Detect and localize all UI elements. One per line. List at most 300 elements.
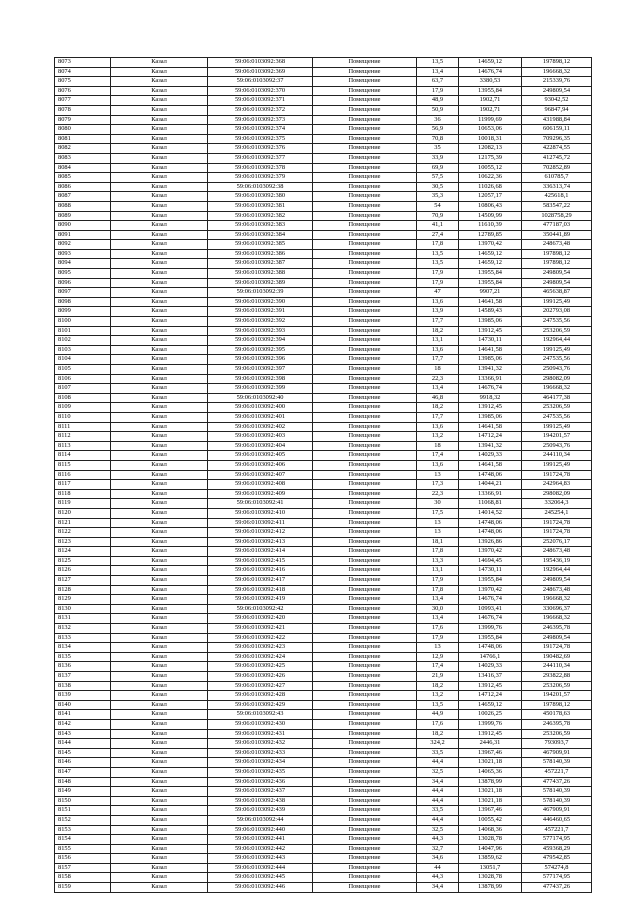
cell-unit-value: 12082,13 [459,144,522,154]
table-row [55,345,592,355]
cell-locality: Казал [111,854,208,864]
cell-locality: Казал [111,719,208,729]
cell-area: 13,1 [417,336,459,346]
cell-locality: Казал [111,297,208,307]
cell-area: 17,4 [417,662,459,672]
cell-row-number: 8129 [55,595,111,605]
table-row [55,470,592,480]
cell-cadastral-value: 202793,08 [522,307,592,317]
table-row [55,192,592,202]
cell-locality: Казал [111,489,208,499]
cell-unit-value: 3380,53 [459,77,522,87]
cell-row-number: 8091 [55,230,111,240]
cell-cadastral-number: 59:06:0103092:406 [208,460,313,470]
cell-area: 34,6 [417,854,459,864]
table-row [55,96,592,106]
cell-unit-value: 14659,12 [459,58,522,68]
cell-cadastral-number: 59:06:0103092:394 [208,336,313,346]
cell-cadastral-number: 59:06:0103092:401 [208,412,313,422]
cell-cadastral-number: 59:06:0103092:371 [208,96,313,106]
cell-cadastral-number: 59:06:0103092:384 [208,230,313,240]
cell-unit-value: 14659,12 [459,249,522,259]
cell-locality: Казал [111,134,208,144]
cell-cadastral-number: 59:06:0103092:444 [208,863,313,873]
table-row [55,211,592,221]
cell-object-type: Помещение [313,528,417,538]
cell-object-type: Помещение [313,537,417,547]
table-row [55,173,592,183]
cell-unit-value: 13985,06 [459,317,522,327]
cell-object-type: Помещение [313,153,417,163]
cell-unit-value: 14509,99 [459,211,522,221]
cell-row-number: 8081 [55,134,111,144]
cell-unit-value: 10026,25 [459,710,522,720]
table-row [55,115,592,125]
cell-object-type: Помещение [313,211,417,221]
cell-unit-value: 14694,45 [459,556,522,566]
cell-object-type: Помещение [313,67,417,77]
cell-area: 32,7 [417,844,459,854]
cell-cadastral-value: 246395,78 [522,719,592,729]
cell-unit-value: 14659,12 [459,259,522,269]
cell-cadastral-number: 59:06:0103092:375 [208,134,313,144]
cell-cadastral-number: 59:06:0103092:435 [208,767,313,777]
table-row [55,777,592,787]
cell-unit-value: 14589,43 [459,307,522,317]
cell-unit-value: 14712,24 [459,432,522,442]
cell-cadastral-number: 59:06:0103092:397 [208,365,313,375]
cell-locality: Казал [111,317,208,327]
cell-cadastral-number: 59:06:0103092:423 [208,643,313,653]
cell-object-type: Помещение [313,105,417,115]
cell-area: 17,9 [417,633,459,643]
table-row [55,672,592,682]
cell-object-type: Помещение [313,451,417,461]
cell-unit-value: 13941,32 [459,365,522,375]
cell-unit-value: 13416,37 [459,672,522,682]
table-row [55,403,592,413]
table-row [55,854,592,864]
cell-unit-value: 14730,11 [459,566,522,576]
cell-area: 21,9 [417,672,459,682]
table-body [55,58,592,893]
cell-cadastral-value: 244110,34 [522,662,592,672]
cell-cadastral-value: 253206,59 [522,729,592,739]
cell-cadastral-value: 350441,89 [522,230,592,240]
cell-row-number: 8134 [55,643,111,653]
cell-row-number: 8133 [55,633,111,643]
table-row [55,355,592,365]
table-row [55,566,592,576]
cell-area: 13,4 [417,67,459,77]
cell-row-number: 8113 [55,441,111,451]
cell-locality: Казал [111,614,208,624]
cell-cadastral-number: 59:06:0103092:399 [208,384,313,394]
cell-cadastral-value: 298082,09 [522,489,592,499]
cell-object-type: Помещение [313,614,417,624]
cell-cadastral-value: 252076,17 [522,537,592,547]
cell-cadastral-value: 457221,7 [522,767,592,777]
cell-cadastral-number: 59:06:0103092:40 [208,393,313,403]
cell-unit-value: 14748,06 [459,470,522,480]
cell-locality: Казал [111,278,208,288]
table-row [55,163,592,173]
table-row [55,710,592,720]
table-row [55,873,592,883]
cell-row-number: 8155 [55,844,111,854]
cell-cadastral-value: 465638,87 [522,288,592,298]
cell-row-number: 8108 [55,393,111,403]
cell-unit-value: 13970,42 [459,547,522,557]
cell-cadastral-value: 197898,12 [522,249,592,259]
cell-object-type: Помещение [313,144,417,154]
cell-row-number: 8154 [55,835,111,845]
cell-area: 13,6 [417,460,459,470]
cell-row-number: 8148 [55,777,111,787]
cell-area: 56,9 [417,125,459,135]
cell-object-type: Помещение [313,355,417,365]
cell-cadastral-value: 197898,12 [522,700,592,710]
table-row [55,480,592,490]
cell-row-number: 8139 [55,691,111,701]
cell-cadastral-number: 59:06:0103092:427 [208,681,313,691]
cell-object-type: Помещение [313,585,417,595]
cell-area: 17,9 [417,576,459,586]
table-row [55,700,592,710]
cell-cadastral-number: 59:06:0103092:42 [208,604,313,614]
cell-cadastral-number: 59:06:0103092:387 [208,259,313,269]
table-row [55,604,592,614]
cell-row-number: 8117 [55,480,111,490]
table-row [55,451,592,461]
cell-cadastral-value: 422874,55 [522,144,592,154]
cell-area: 18 [417,441,459,451]
cell-row-number: 8159 [55,883,111,893]
cell-row-number: 8147 [55,767,111,777]
cell-cadastral-number: 59:06:0103092:433 [208,748,313,758]
cell-row-number: 8116 [55,470,111,480]
cell-cadastral-value: 425618,1 [522,192,592,202]
cell-cadastral-value: 330696,37 [522,604,592,614]
cell-cadastral-number: 59:06:0103092:369 [208,67,313,77]
cell-cadastral-number: 59:06:0103092:420 [208,614,313,624]
cell-cadastral-value: 793093,7 [522,739,592,749]
cell-area: 13 [417,518,459,528]
cell-unit-value: 12789,85 [459,230,522,240]
table-row [55,729,592,739]
cell-object-type: Помещение [313,883,417,893]
cell-object-type: Помещение [313,748,417,758]
cell-unit-value: 13967,46 [459,748,522,758]
cell-cadastral-value: 610785,7 [522,173,592,183]
cell-cadastral-value: 96847,94 [522,105,592,115]
cell-object-type: Помещение [313,115,417,125]
cell-row-number: 8074 [55,67,111,77]
cell-object-type: Помещение [313,777,417,787]
cell-cadastral-number: 59:06:0103092:431 [208,729,313,739]
cell-unit-value: 13912,45 [459,681,522,691]
cell-row-number: 8119 [55,499,111,509]
table-row [55,691,592,701]
table-row [55,77,592,87]
cell-cadastral-value: 250943,76 [522,441,592,451]
cell-row-number: 8130 [55,604,111,614]
cell-row-number: 8096 [55,278,111,288]
cell-locality: Казал [111,604,208,614]
table-row [55,432,592,442]
cell-area: 18,1 [417,537,459,547]
table-row [55,815,592,825]
cell-locality: Казал [111,777,208,787]
cell-unit-value: 14766,1 [459,652,522,662]
cell-unit-value: 13970,42 [459,585,522,595]
table-row [55,825,592,835]
table-row [55,278,592,288]
table-row [55,719,592,729]
cell-object-type: Помещение [313,345,417,355]
cell-cadastral-value: 479542,85 [522,854,592,864]
cell-locality: Казал [111,835,208,845]
table-row [55,125,592,135]
table-row [55,269,592,279]
cell-cadastral-value: 192964,44 [522,566,592,576]
cell-object-type: Помещение [313,201,417,211]
cell-row-number: 8137 [55,672,111,682]
cell-cadastral-number: 59:06:0103092:422 [208,633,313,643]
cell-area: 44,3 [417,835,459,845]
cell-row-number: 8151 [55,806,111,816]
cell-object-type: Помещение [313,787,417,797]
cell-row-number: 8143 [55,729,111,739]
cell-locality: Казал [111,729,208,739]
cell-object-type: Помещение [313,163,417,173]
cell-object-type: Помещение [313,307,417,317]
table-row [55,767,592,777]
table-row [55,67,592,77]
cell-area: 17,9 [417,86,459,96]
cell-row-number: 8101 [55,326,111,336]
cell-unit-value: 13926,86 [459,537,522,547]
cell-unit-value: 14730,11 [459,336,522,346]
cell-object-type: Помещение [313,288,417,298]
cell-unit-value: 14641,58 [459,460,522,470]
cell-unit-value: 14029,33 [459,662,522,672]
cell-cadastral-number: 59:06:0103092:44 [208,815,313,825]
cell-row-number: 8157 [55,863,111,873]
cell-locality: Казал [111,633,208,643]
cell-locality: Казал [111,787,208,797]
cell-object-type: Помещение [313,403,417,413]
cell-area: 18,2 [417,326,459,336]
cell-locality: Казал [111,269,208,279]
cell-area: 30,5 [417,182,459,192]
cell-locality: Казал [111,393,208,403]
cell-cadastral-value: 197898,12 [522,259,592,269]
cell-row-number: 8093 [55,249,111,259]
cell-locality: Казал [111,441,208,451]
table-row [55,230,592,240]
cell-cadastral-value: 247535,56 [522,355,592,365]
table-row [55,441,592,451]
cell-row-number: 8132 [55,624,111,634]
cell-cadastral-value: 606159,11 [522,125,592,135]
cell-cadastral-number: 59:06:0103092:411 [208,518,313,528]
table-row [55,537,592,547]
cell-object-type: Помещение [313,547,417,557]
cell-row-number: 8089 [55,211,111,221]
cell-cadastral-number: 59:06:0103092:398 [208,374,313,384]
cell-unit-value: 13366,91 [459,374,522,384]
cell-unit-value: 14068,36 [459,825,522,835]
cell-row-number: 8079 [55,115,111,125]
table-row [55,806,592,816]
cell-area: 46,8 [417,393,459,403]
cell-object-type: Помещение [313,691,417,701]
cell-row-number: 8136 [55,662,111,672]
cell-cadastral-number: 59:06:0103092:407 [208,470,313,480]
cell-area: 17,5 [417,508,459,518]
table-row [55,556,592,566]
cell-area: 17,9 [417,269,459,279]
cell-row-number: 8156 [55,854,111,864]
cell-locality: Казал [111,528,208,538]
cell-row-number: 8092 [55,240,111,250]
cell-row-number: 8104 [55,355,111,365]
cell-object-type: Помещение [313,86,417,96]
cell-locality: Казал [111,403,208,413]
cell-locality: Казал [111,691,208,701]
table-row [55,288,592,298]
cell-cadastral-number: 59:06:0103092:400 [208,403,313,413]
cell-locality: Казал [111,508,208,518]
cell-locality: Казал [111,153,208,163]
cell-object-type: Помещение [313,758,417,768]
table-row [55,883,592,893]
cell-area: 17,6 [417,719,459,729]
cell-unit-value: 13912,45 [459,403,522,413]
cell-unit-value: 13878,99 [459,777,522,787]
table-row [55,652,592,662]
cell-locality: Казал [111,806,208,816]
cell-object-type: Помещение [313,297,417,307]
cell-cadastral-number: 59:06:0103092:386 [208,249,313,259]
cell-cadastral-value: 1028758,29 [522,211,592,221]
cell-locality: Казал [111,432,208,442]
cell-locality: Казал [111,863,208,873]
cell-cadastral-value: 244110,34 [522,451,592,461]
cell-row-number: 8120 [55,508,111,518]
cell-cadastral-number: 59:06:0103092:430 [208,719,313,729]
cell-area: 13,5 [417,700,459,710]
cell-cadastral-number: 59:06:0103092:388 [208,269,313,279]
cell-locality: Казал [111,767,208,777]
cell-row-number: 8158 [55,873,111,883]
table-row [55,547,592,557]
cell-unit-value: 14748,06 [459,528,522,538]
cell-cadastral-value: 248673,48 [522,240,592,250]
cell-locality: Казал [111,576,208,586]
cell-area: 44 [417,863,459,873]
cell-cadastral-value: 194201,57 [522,432,592,442]
cell-object-type: Помещение [313,825,417,835]
cell-object-type: Помещение [313,854,417,864]
cell-cadastral-number: 59:06:0103092:415 [208,556,313,566]
cell-locality: Казал [111,211,208,221]
cell-object-type: Помещение [313,249,417,259]
cell-area: 13,6 [417,345,459,355]
cell-area: 13,5 [417,259,459,269]
cell-cadastral-value: 190482,69 [522,652,592,662]
cell-cadastral-value: 246395,78 [522,624,592,634]
cell-area: 17,4 [417,451,459,461]
cell-unit-value: 13912,45 [459,729,522,739]
cell-cadastral-value: 242964,83 [522,480,592,490]
cell-object-type: Помещение [313,134,417,144]
cell-row-number: 8106 [55,374,111,384]
cell-area: 69,9 [417,163,459,173]
cell-area: 13,5 [417,58,459,68]
cell-cadastral-value: 577174,95 [522,835,592,845]
cell-object-type: Помещение [313,365,417,375]
cell-object-type: Помещение [313,873,417,883]
cell-area: 70,9 [417,211,459,221]
cell-area: 13,6 [417,297,459,307]
cell-unit-value: 13955,84 [459,269,522,279]
cell-cadastral-value: 249809,54 [522,633,592,643]
cell-row-number: 8107 [55,384,111,394]
cell-row-number: 8087 [55,192,111,202]
cell-cadastral-value: 199125,49 [522,297,592,307]
cell-locality: Казал [111,518,208,528]
cell-locality: Казал [111,499,208,509]
cell-locality: Казал [111,883,208,893]
cell-cadastral-number: 59:06:0103092:368 [208,58,313,68]
cell-cadastral-number: 59:06:0103092:446 [208,883,313,893]
cell-cadastral-value: 196668,32 [522,67,592,77]
cell-unit-value: 9907,21 [459,288,522,298]
cell-object-type: Помещение [313,489,417,499]
cell-unit-value: 14659,12 [459,700,522,710]
cell-locality: Казал [111,556,208,566]
cell-object-type: Помещение [313,595,417,605]
cell-unit-value: 14712,24 [459,691,522,701]
cell-row-number: 8105 [55,365,111,375]
table-row [55,58,592,68]
cell-area: 17,7 [417,355,459,365]
cell-area: 17,8 [417,240,459,250]
cell-cadastral-number: 59:06:0103092:402 [208,422,313,432]
table-row [55,249,592,259]
cell-cadastral-number: 59:06:0103092:370 [208,86,313,96]
cell-unit-value: 1902,71 [459,105,522,115]
cell-cadastral-value: 336313,74 [522,182,592,192]
cell-cadastral-value: 191724,78 [522,643,592,653]
cell-object-type: Помещение [313,652,417,662]
cell-row-number: 8112 [55,432,111,442]
table-row [55,422,592,432]
cell-locality: Казал [111,201,208,211]
cell-locality: Казал [111,115,208,125]
cell-cadastral-number: 59:06:0103092:383 [208,221,313,231]
cell-cadastral-number: 59:06:0103092:373 [208,115,313,125]
cell-area: 41,1 [417,221,459,231]
cell-object-type: Помещение [313,815,417,825]
cell-row-number: 8073 [55,58,111,68]
cell-locality: Казал [111,326,208,336]
table-row [55,633,592,643]
cell-area: 17,8 [417,547,459,557]
cell-object-type: Помещение [313,844,417,854]
